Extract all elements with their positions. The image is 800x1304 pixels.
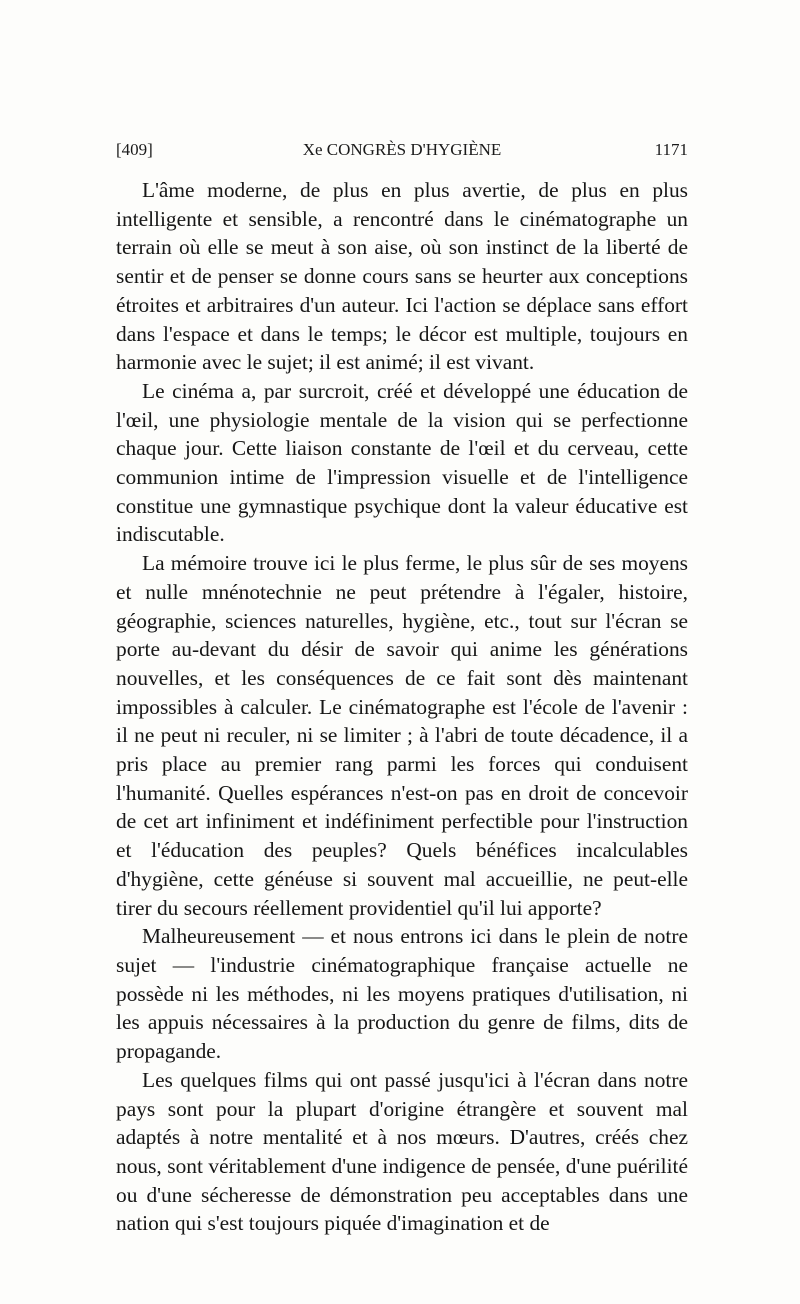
paragraph-4: Malheureusement — et nous entrons ici dans le plein de notre sujet — l'industrie cinématographique française actuelle ne possède ni les méthodes, ni les moyens pratiques d'utilisation, ni les appuis nécessaires à la production du genre de films, dits de propagande. — [116, 924, 688, 1064]
paragraph-2: Le cinéma a, par surcroit, créé et développé une éducation de l'œil, une physiologie mentale de la vision qui se perfectionne chaque jour. Cette liaison constante de l'œil et du cerveau, cette communion intime de l'impression visuelle et de l'intelligence constitue une gymnastique psychique dont la valeur éducative est indiscutable. — [116, 378, 688, 547]
body-text — [116, 176, 688, 1238]
paragraph-5: Les quelques films qui ont passé jusqu'ici à l'écran dans notre pays sont pour la plupart d'origine étrangère et souvent mal adaptés à notre mentalité et à nos mœurs. D'autres, créés chez nous, sont véritablement d'une indigence de pensée, d'une puérilité ou d'une sécheresse de démonstration peu acceptables dans une nation qui s'est toujours piquée d'imagination et de — [116, 1067, 688, 1236]
page-number: 1171 — [654, 140, 688, 159]
running-title: Xe CONGRÈS D'HYGIÈNE — [302, 140, 502, 159]
bracket-page-number: [409] — [116, 140, 153, 159]
paragraph-1: L'âme moderne, de plus en plus avertie, de plus en plus intelligente et sensible, a rencontré dans le cinématographe un terrain où elle se meut à son aise, où son instinct de la liberté de sentir et de penser se donne cours sans se heurter aux conceptions étroites et arbitraires d'un auteur. Ici l'action se déplace sans effort dans l'espace et dans le temps; le décor est multiple, toujours en harmonie avec le sujet; il est animé; il est vivant. — [116, 178, 688, 375]
running-header — [116, 140, 688, 164]
paragraph-3: La mémoire trouve ici le plus ferme, le plus sûr de ses moyens et nulle mnénotechnie ne peut prétendre à l'égaler, histoire, géographie, sciences naturelles, hygiène, etc., tout sur l'écran se porte au-devant du désir de savoir qui anime les générations nouvelles, et les conséquences de ce fait sont dès maintenant impossibles à calculer. Le cinématographe est l'école de l'avenir : il ne peut ni reculer, ni se limiter ; à l'abri de toute décadence, il a pris place au premier rang parmi les forces qui conduisent l'humanité. Quelles espérances n'est-on pas en droit de concevoir de cet art infiniment et indéfiniment perfectible pour l'instruction et l'éducation des peuples? Quels bénéfices incalculables d'hygiène, cette généuse si souvent mal accueillie, ne peut-elle tirer du secours réellement providentiel qu'il lui apporte? — [116, 551, 688, 920]
